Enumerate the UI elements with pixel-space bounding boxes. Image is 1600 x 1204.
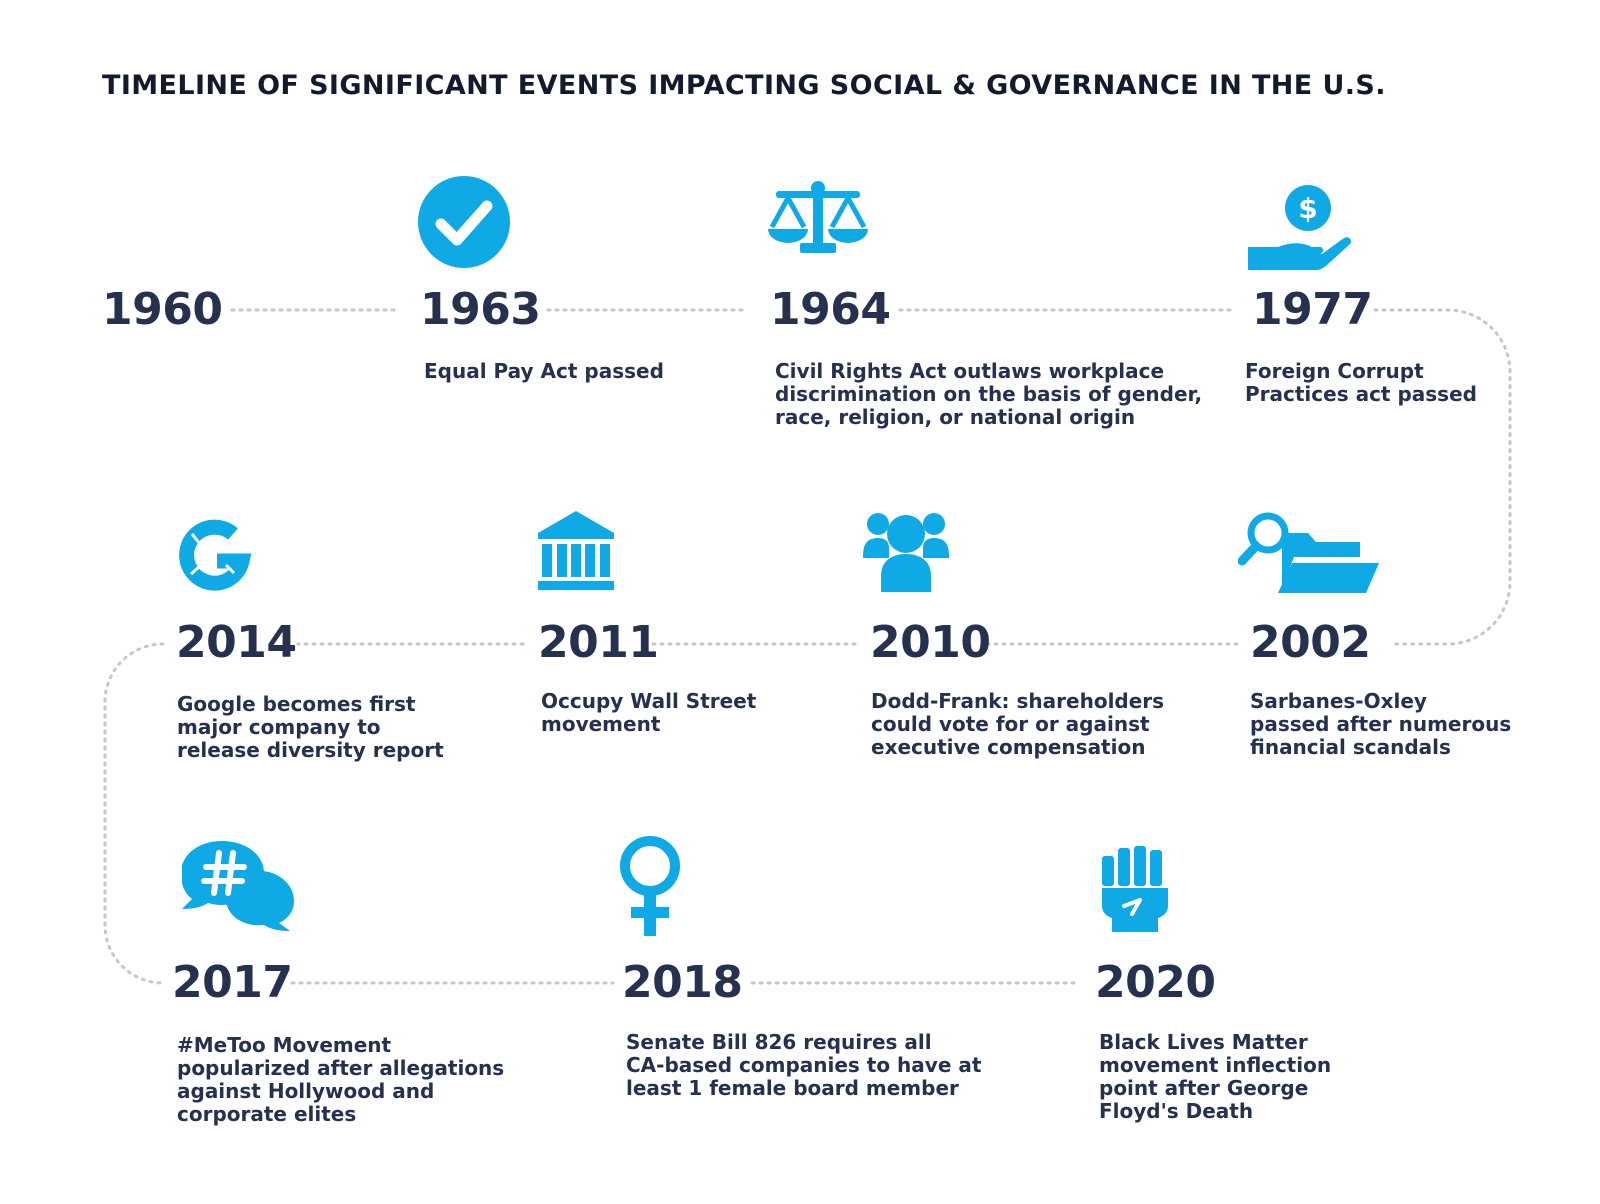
year-label-2014: 2014: [176, 617, 297, 668]
event-description-1963: Equal Pay Act passed: [424, 359, 664, 383]
infographic-title: TIMELINE OF SIGNIFICANT EVENTS IMPACTING SOCIAL & GOVERNANCE IN THE U.S.: [102, 70, 1386, 101]
year-label-1963: 1963: [420, 284, 541, 335]
event-description-1977: Foreign Corrupt Practices act passed: [1245, 359, 1477, 406]
hashtag-chat-icon: [182, 841, 298, 931]
checkmark-circle-icon: [417, 175, 511, 269]
magnifier-folder-icon: [1238, 509, 1379, 593]
event-description-2002: Sarbanes-Oxley passed after numerous financial scandals: [1250, 689, 1512, 759]
raised-fist-icon: [1102, 846, 1168, 932]
svg-text:$: $: [1298, 192, 1318, 225]
event-description-2020: Black Lives Matter movement inflection point after George Floyd's Death: [1099, 1030, 1332, 1123]
year-label-1960: 1960: [102, 284, 223, 335]
female-symbol-icon: [617, 836, 683, 936]
year-label-2002: 2002: [1250, 617, 1371, 668]
hand-dollar-icon: [1248, 184, 1354, 272]
year-label-1964: 1964: [770, 284, 891, 335]
year-label-2020: 2020: [1095, 957, 1216, 1008]
people-group-icon: [863, 512, 949, 592]
google-g-icon: [178, 517, 252, 591]
event-description-2018: Senate Bill 826 requires all CA-based companies to have at least 1 female board member: [626, 1030, 982, 1100]
event-description-2010: Dodd-Frank: shareholders could vote for or against executive compensation: [871, 689, 1165, 759]
scales-of-justice-icon: [768, 181, 868, 257]
bank-building-icon: [538, 511, 614, 590]
event-description-2011: Occupy Wall Street movement: [541, 689, 757, 736]
year-label-2010: 2010: [870, 617, 991, 668]
event-description-1964: Civil Rights Act outlaws workplace discrimination on the basis of gender, race, religion, or national origin: [775, 359, 1203, 429]
year-label-2011: 2011: [538, 617, 659, 668]
year-label-2017: 2017: [172, 957, 293, 1008]
year-label-1977: 1977: [1252, 284, 1373, 335]
year-label-2018: 2018: [622, 957, 743, 1008]
event-description-2017: #MeToo Movement popularized after allegations against Hollywood and corporate elites: [177, 1033, 505, 1126]
event-description-2014: Google becomes first major company to release diversity report: [177, 692, 444, 762]
